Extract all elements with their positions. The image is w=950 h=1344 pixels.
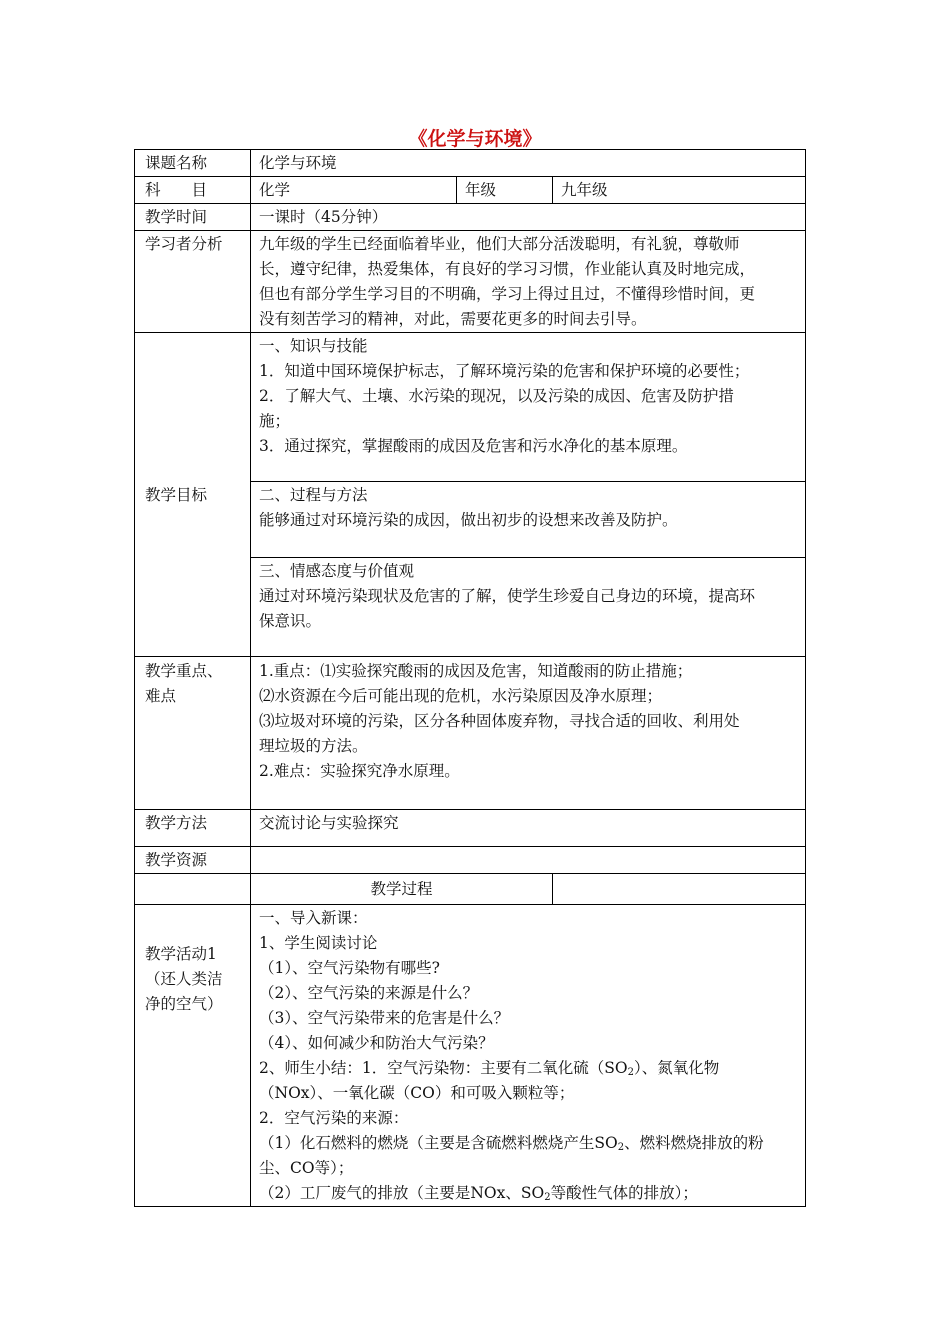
row-activity1 — [135, 905, 806, 1207]
goals-label: 教学目标 — [135, 333, 251, 657]
text-line: （NOx）、一氧化碳（CO）和可吸入颗粒等； — [259, 1084, 575, 1102]
text-line: 施； — [259, 412, 291, 430]
learner-analysis — [251, 231, 806, 333]
row-time — [135, 204, 806, 231]
text-line: 尘、CO等）； — [259, 1159, 354, 1177]
fossil-text: 、燃料燃烧排放的粉 — [624, 1134, 764, 1152]
process-header-spacer — [553, 874, 806, 905]
text-line: 二、过程与方法 — [259, 486, 368, 504]
text-line: 2．了解大气、土壤、水污染的现况，以及污染的成因、危害及防护措 — [259, 387, 734, 405]
text-line: 1.重点：⑴实验探究酸雨的成因及危害，知道酸雨的防止措施； — [259, 662, 693, 680]
activity1-content — [251, 905, 806, 1207]
summary-line — [259, 1056, 797, 1081]
row-keypoints — [135, 657, 806, 810]
text-line: 难点 — [145, 687, 177, 705]
time-label: 教学时间 — [135, 204, 251, 231]
factory-text: （2）工厂废气的排放（主要是NOx、SO — [259, 1184, 545, 1202]
keypoints-label — [135, 657, 251, 810]
activity1-label — [135, 905, 251, 1207]
subject-label: 科 目 — [135, 177, 251, 204]
text-line: 净的空气） — [145, 995, 223, 1013]
page-title: 《化学与环境》 — [408, 128, 542, 150]
summary-text: ）、氮氧化物 — [633, 1059, 720, 1077]
subscript: 2 — [544, 1192, 551, 1203]
process-header: 教学过程 — [251, 874, 553, 905]
row-subject — [135, 177, 806, 204]
resources-value — [251, 847, 806, 874]
goals-process — [251, 482, 806, 558]
text-line: 1．知道中国环境保护标志，了解环境污染的危害和保护环境的必要性； — [259, 362, 750, 380]
row-topic — [135, 150, 806, 177]
text-line: 三、情感态度与价值观 — [259, 562, 415, 580]
method-value: 交流讨论与实验探究 — [251, 810, 806, 847]
subscript: 2 — [627, 1067, 634, 1078]
topic-label: 课题名称 — [135, 150, 251, 177]
text-line: （3）、空气污染带来的危害是什么？ — [259, 1009, 510, 1027]
keypoints-content — [251, 657, 806, 810]
resources-label: 教学资源 — [135, 847, 251, 874]
text-line: 1、学生阅读讨论 — [259, 934, 378, 952]
subject-value: 化学 — [251, 177, 457, 204]
row-method — [135, 810, 806, 847]
summary-text: 2、师生小结：1．空气污染物：主要有二氧化硫（SO — [259, 1059, 628, 1077]
text-line: （4）、如何减少和防治大气污染？ — [259, 1034, 494, 1052]
method-label: 教学方法 — [135, 810, 251, 847]
time-value: 一课时（45分钟） — [251, 204, 806, 231]
text-line: （还人类洁 — [145, 970, 223, 988]
text-line: 长，遵守纪律，热爱集体，有良好的学习习惯，作业能认真及时地完成， — [259, 260, 756, 278]
text-line: 保意识。 — [259, 612, 322, 630]
grade-label: 年级 — [457, 177, 553, 204]
factory-line — [259, 1181, 797, 1206]
topic-value: 化学与环境 — [251, 150, 806, 177]
fossil-text: （1）化石燃料的燃烧（主要是含硫燃料燃烧产生SO — [259, 1134, 618, 1152]
fossil-line — [259, 1131, 797, 1156]
text-line: 教学重点、 — [145, 662, 223, 680]
text-line: 2．空气污染的来源： — [259, 1109, 409, 1127]
goals-attitude — [251, 558, 806, 657]
text-line: 通过对环境污染现状及危害的了解，使学生珍爱自己身边的环境，提高环 — [259, 587, 756, 605]
text-line: ⑶垃圾对环境的污染，区分各种固体废弃物，寻找合适的回收、利用处 — [259, 712, 740, 730]
text-line: 一、导入新课： — [259, 909, 368, 927]
text-line: （1）、空气污染物有哪些? — [259, 959, 440, 977]
row-learner — [135, 231, 806, 333]
text-line: ⑵水资源在今后可能出现的危机，水污染原因及净水原理； — [259, 687, 663, 705]
row-resources — [135, 847, 806, 874]
row-process-header — [135, 874, 806, 905]
row-goals-knowledge — [135, 333, 806, 482]
grade-value: 九年级 — [553, 177, 806, 204]
process-header-blank — [135, 874, 251, 905]
text-line: 教学活动1 — [145, 945, 217, 963]
text-line: 理垃圾的方法。 — [259, 737, 368, 755]
subscript: 2 — [617, 1142, 625, 1153]
text-line: 2.难点：实验探究净水原理。 — [259, 762, 460, 780]
text-line: 一、知识与技能 — [259, 337, 368, 355]
text-line: 能够通过对环境污染的成因，做出初步的设想来改善及防护。 — [259, 511, 678, 529]
learner-label: 学习者分析 — [135, 231, 251, 333]
text-line: 但也有部分学生学习目的不明确，学习上得过且过，不懂得珍惜时间，更 — [259, 285, 756, 303]
text-line: 九年级的学生已经面临着毕业，他们大部分活泼聪明，有礼貌，尊敬师 — [259, 235, 740, 253]
text-line: 3．通过探究，掌握酸雨的成因及危害和污水净化的基本原理。 — [259, 437, 688, 455]
text-line: （2）、空气污染的来源是什么？ — [259, 984, 479, 1002]
text-line: 没有刻苦学习的精神，对此，需要花更多的时间去引导。 — [259, 310, 647, 328]
factory-text: 等酸性气体的排放）； — [550, 1184, 698, 1202]
lesson-plan-table — [134, 149, 806, 1207]
goals-knowledge — [251, 333, 806, 482]
